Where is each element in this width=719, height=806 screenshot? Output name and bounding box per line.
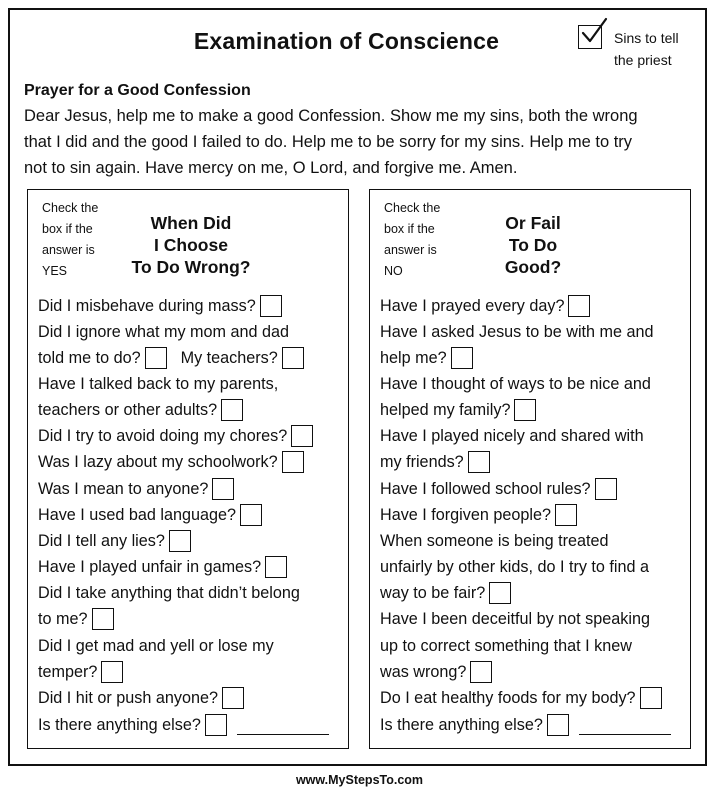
question-row xyxy=(38,293,282,319)
question-text: Did I ignore what my mom and dad xyxy=(38,323,290,341)
question-row xyxy=(380,476,617,502)
question-text: Did I tell any lies? xyxy=(38,532,165,550)
question-text: Have I forgiven people? xyxy=(380,506,551,524)
question-text: Was I lazy about my schoolwork? xyxy=(38,453,278,471)
heading-line: Good? xyxy=(504,257,562,277)
question-text: Was I mean to anyone? xyxy=(38,480,209,498)
question-row xyxy=(380,659,492,685)
question-row xyxy=(38,633,274,659)
instruction-line: answer is xyxy=(384,243,437,257)
panel-heading xyxy=(116,212,266,278)
wrong-doing-panel xyxy=(27,189,349,749)
question-text: Did I get mad and yell or lose my xyxy=(38,637,274,655)
prayer-line: Dear Jesus, help me to make a good Confession. Show me my sins, both the wrong xyxy=(24,107,638,125)
instruction-line: NO xyxy=(384,264,403,278)
answer-checkbox[interactable] xyxy=(169,530,191,552)
question-text: Have I prayed every day? xyxy=(380,297,565,315)
prayer-title: Prayer for a Good Confession xyxy=(24,82,251,99)
question-row xyxy=(380,423,644,449)
question-row xyxy=(38,528,191,554)
legend-label xyxy=(614,27,679,71)
question-text: teachers or other adults? xyxy=(38,401,218,419)
instruction-line: Check the xyxy=(42,201,99,215)
question-text: My teachers? xyxy=(180,349,278,367)
question-text: was wrong? xyxy=(380,663,467,681)
question-row xyxy=(38,371,278,397)
instruction-line: box if the xyxy=(42,222,93,236)
question-row xyxy=(380,319,654,345)
footer-website[interactable]: www.MyStepsTo.com xyxy=(295,773,424,787)
question-text: help me? xyxy=(380,349,447,367)
instruction-line: Check the xyxy=(384,201,441,215)
question-text: told me to do? xyxy=(38,349,141,367)
answer-checkbox[interactable] xyxy=(489,582,511,604)
question-row xyxy=(38,606,114,632)
fail-to-do-good-panel xyxy=(369,189,691,749)
answer-checkbox[interactable] xyxy=(221,399,243,421)
question-row xyxy=(380,397,536,423)
question-row xyxy=(380,371,651,397)
question-row xyxy=(380,580,511,606)
answer-checkbox[interactable] xyxy=(468,451,490,473)
question-row xyxy=(38,712,329,738)
question-row xyxy=(380,554,649,580)
question-row xyxy=(38,580,300,606)
question-row xyxy=(380,606,650,632)
prayer-line: that I did and the good I failed to do. Help me to be sorry for my sins. Help me to try xyxy=(24,133,633,151)
page-title: Examination of Conscience xyxy=(193,28,500,54)
answer-checkbox[interactable] xyxy=(514,399,536,421)
answer-checkbox[interactable] xyxy=(282,347,304,369)
question-row xyxy=(38,476,234,502)
question-row xyxy=(38,423,313,449)
write-in-line[interactable] xyxy=(579,716,671,735)
write-in-line[interactable] xyxy=(237,716,329,735)
panel-heading xyxy=(478,212,588,278)
question-text: up to correct something that I knew xyxy=(380,637,632,655)
question-text: Did I take anything that didn’t belong xyxy=(38,584,300,602)
heading-line: To Do xyxy=(508,235,558,255)
question-text: Have I talked back to my parents, xyxy=(38,375,279,393)
question-text: Have I followed school rules? xyxy=(380,480,591,498)
check-instructions xyxy=(384,198,474,282)
question-text: Have I played nicely and shared with xyxy=(380,427,644,445)
heading-line: Or Fail xyxy=(505,213,561,233)
answer-checkbox[interactable] xyxy=(555,504,577,526)
answer-checkbox[interactable] xyxy=(547,714,569,736)
question-row xyxy=(38,397,243,423)
question-row xyxy=(38,345,304,371)
question-text: way to be fair? xyxy=(380,584,486,602)
answer-checkbox[interactable] xyxy=(470,661,492,683)
answer-checkbox[interactable] xyxy=(265,556,287,578)
question-text: temper? xyxy=(38,663,98,681)
question-row xyxy=(38,685,244,711)
question-text: Do I eat healthy foods for my body? xyxy=(380,689,636,707)
question-row xyxy=(380,502,577,528)
prayer-text xyxy=(24,103,689,181)
heading-line: To Do Wrong? xyxy=(131,257,251,277)
answer-checkbox[interactable] xyxy=(595,478,617,500)
question-row xyxy=(380,712,671,738)
question-row xyxy=(38,502,262,528)
question-text: When someone is being treated xyxy=(380,532,609,550)
question-row xyxy=(380,449,490,475)
answer-checkbox[interactable] xyxy=(222,687,244,709)
question-text: to me? xyxy=(38,610,88,628)
answer-checkbox[interactable] xyxy=(291,425,313,447)
answer-checkbox[interactable] xyxy=(282,451,304,473)
question-row xyxy=(38,319,289,345)
question-text: Did I try to avoid doing my chores? xyxy=(38,427,288,445)
legend-label-line: the priest xyxy=(614,52,672,68)
question-text: Have I been deceitful by not speaking xyxy=(380,610,650,628)
question-text: Have I used bad language? xyxy=(38,506,237,524)
answer-checkbox[interactable] xyxy=(451,347,473,369)
checked-box-icon xyxy=(580,17,610,47)
legend-label-line: Sins to tell xyxy=(614,30,679,46)
answer-checkbox[interactable] xyxy=(568,295,590,317)
answer-checkbox[interactable] xyxy=(92,608,114,630)
answer-checkbox[interactable] xyxy=(640,687,662,709)
question-row xyxy=(38,554,287,580)
question-row xyxy=(38,659,123,685)
question-text: Did I misbehave during mass? xyxy=(38,297,256,315)
question-text: Is there anything else? xyxy=(38,716,201,734)
answer-checkbox[interactable] xyxy=(240,504,262,526)
question-text: Did I hit or push anyone? xyxy=(38,689,218,707)
instruction-line: answer is xyxy=(42,243,95,257)
answer-checkbox[interactable] xyxy=(205,714,227,736)
answer-checkbox[interactable] xyxy=(260,295,282,317)
heading-line: I Choose xyxy=(154,235,228,255)
instruction-line: YES xyxy=(42,264,68,278)
prayer-line: not to sin again. Have mercy on me, O Lord, and forgive me. Amen. xyxy=(24,159,518,177)
instruction-line: box if the xyxy=(384,222,435,236)
question-row xyxy=(380,528,609,554)
answer-checkbox[interactable] xyxy=(101,661,123,683)
question-text: Is there anything else? xyxy=(380,716,543,734)
answer-checkbox[interactable] xyxy=(145,347,167,369)
question-row xyxy=(380,293,590,319)
question-row xyxy=(380,685,662,711)
answer-checkbox[interactable] xyxy=(212,478,234,500)
question-text: helped my family? xyxy=(380,401,511,419)
question-text: Have I played unfair in games? xyxy=(38,558,262,576)
question-row xyxy=(380,633,632,659)
question-row xyxy=(38,449,304,475)
question-text: unfairly by other kids, do I try to find a xyxy=(380,558,650,576)
question-text: Have I asked Jesus to be with me and xyxy=(380,323,654,341)
heading-line: When Did xyxy=(150,213,232,233)
legend xyxy=(578,23,703,71)
question-text: my friends? xyxy=(380,453,464,471)
question-text: Have I thought of ways to be nice and xyxy=(380,375,651,393)
question-row xyxy=(380,345,473,371)
